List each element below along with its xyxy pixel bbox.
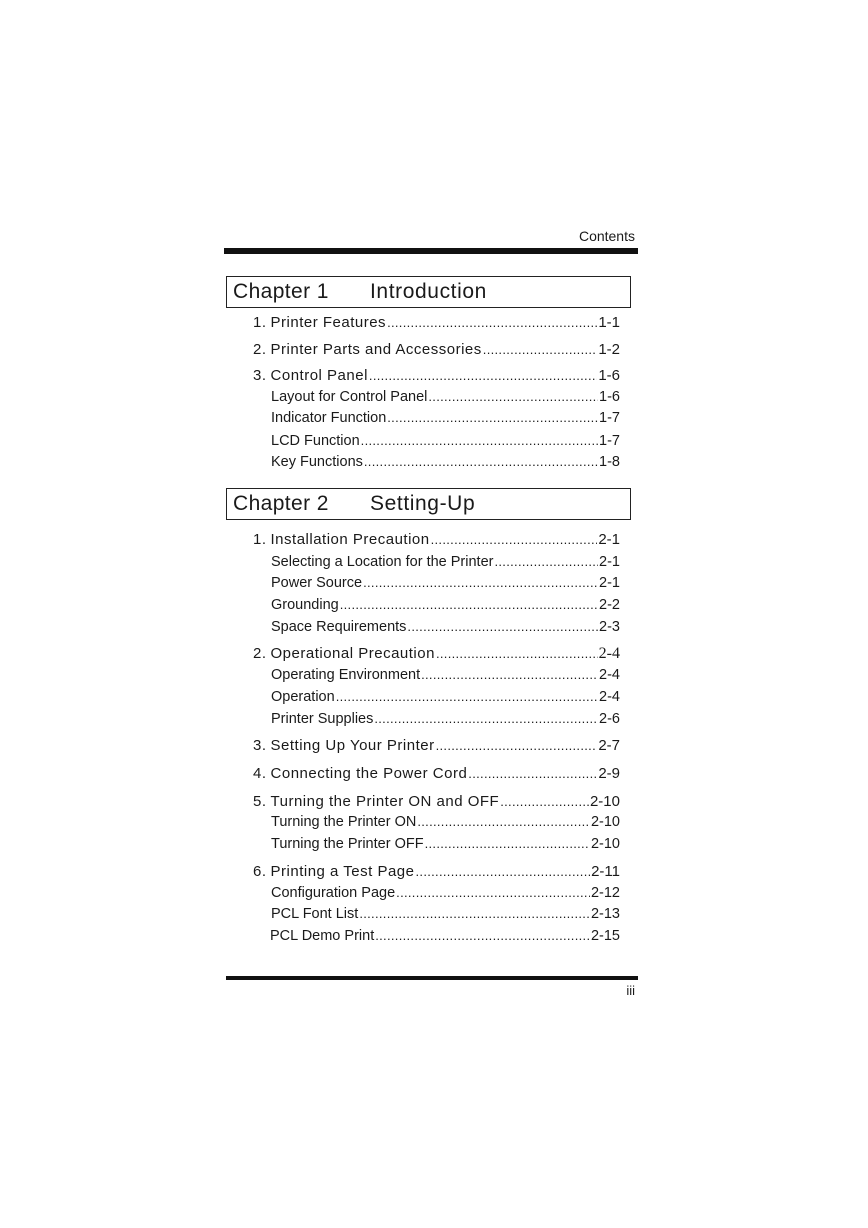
- entry-page: 2-1: [599, 575, 620, 591]
- entry-title: Operation: [271, 689, 335, 705]
- entry-title: Control Panel: [270, 367, 368, 384]
- entry-page: 2-1: [599, 554, 620, 570]
- dot-leader: [336, 689, 598, 704]
- entry-title: Operating Environment: [271, 667, 421, 683]
- toc-subentry[interactable]: [271, 689, 620, 705]
- entry-title: Grounding: [271, 597, 339, 613]
- entry-page: 2-3: [599, 619, 620, 635]
- entry-page: 2-10: [590, 836, 620, 852]
- toc-entry[interactable]: [253, 367, 620, 384]
- entry-number: 1.: [253, 314, 267, 331]
- dot-leader: [483, 342, 598, 357]
- footer-rule: [226, 976, 638, 980]
- toc-entry[interactable]: [253, 645, 620, 663]
- entry-page: 1-7: [599, 433, 620, 449]
- entry-page: 1-1: [598, 314, 620, 331]
- entry-title: Turning the Printer ON and OFF: [270, 793, 500, 810]
- chapter-title: Introduction: [370, 280, 487, 303]
- entry-title: Printing a Test Page: [270, 863, 415, 880]
- entry-title: Connecting the Power Cord: [270, 765, 468, 782]
- toc-subentry[interactable]: [271, 389, 620, 405]
- toc-subentry[interactable]: [271, 906, 620, 922]
- entry-number: 4.: [253, 765, 267, 782]
- toc-subentry[interactable]: [271, 711, 620, 727]
- dot-leader: [340, 597, 598, 612]
- entry-page: 1-2: [598, 341, 620, 358]
- entry-title: PCL Demo Print: [270, 928, 375, 944]
- entry-page: 2-9: [598, 765, 620, 782]
- toc-entry[interactable]: [253, 341, 620, 358]
- entry-page: 2-4: [599, 689, 620, 705]
- header-rule: [224, 248, 638, 254]
- dot-leader: [407, 619, 598, 634]
- toc-subentry[interactable]: [271, 410, 620, 426]
- entry-number: 3.: [253, 737, 267, 754]
- entry-number: 6.: [253, 863, 267, 880]
- dot-leader: [425, 836, 590, 851]
- entry-page: 1-6: [599, 389, 620, 405]
- dot-leader: [374, 711, 598, 726]
- page-number: iii: [626, 983, 635, 998]
- chapter-number: Chapter 1: [233, 280, 329, 303]
- dot-leader: [417, 814, 590, 829]
- toc-subentry[interactable]: [271, 885, 620, 901]
- entry-title: Installation Precaution: [270, 531, 430, 548]
- entry-title: LCD Function: [271, 433, 360, 449]
- dot-leader: [364, 454, 598, 469]
- dot-leader: [387, 410, 598, 425]
- entry-page: 2-12: [590, 885, 620, 901]
- entry-title: Configuration Page: [271, 885, 396, 901]
- entry-title: Printer Parts and Accessories: [270, 341, 482, 358]
- toc-subentry[interactable]: [271, 619, 620, 635]
- dot-leader: [436, 738, 598, 753]
- entry-page: 2-4: [599, 667, 620, 683]
- dot-leader: [468, 766, 597, 781]
- dot-leader: [436, 646, 598, 661]
- toc-entry[interactable]: [253, 531, 620, 548]
- page-header-label: Contents: [578, 228, 635, 244]
- toc-subentry[interactable]: [271, 454, 620, 470]
- chapter-1-heading: [226, 276, 631, 308]
- toc-entry[interactable]: [253, 863, 620, 880]
- entry-title: Turning the Printer OFF: [271, 836, 424, 852]
- entry-title: PCL Font List: [271, 906, 359, 922]
- dot-leader: [375, 928, 590, 943]
- toc-subentry[interactable]: [271, 597, 620, 613]
- chapter-2-heading: [226, 488, 631, 520]
- entry-title: Power Source: [271, 575, 363, 591]
- entry-page: 2-7: [598, 737, 620, 754]
- chapter-title: Setting-Up: [370, 492, 476, 515]
- toc-subentry[interactable]: [271, 836, 620, 852]
- entry-number: 2.: [253, 645, 267, 662]
- entry-title: Selecting a Location for the Printer: [271, 554, 494, 570]
- dot-leader: [494, 554, 598, 569]
- toc-subentry[interactable]: [271, 575, 620, 591]
- entry-title: Operational Precaution: [270, 645, 435, 662]
- dot-leader: [361, 433, 598, 448]
- dot-leader: [396, 885, 590, 900]
- entry-page: 2-10: [590, 814, 620, 830]
- dot-leader: [421, 667, 598, 682]
- entry-title: Setting Up Your Printer: [270, 737, 435, 754]
- entry-page: 2-6: [599, 711, 620, 727]
- entry-title: Key Functions: [271, 454, 363, 470]
- entry-page: 2-10: [589, 793, 620, 810]
- entry-title: Indicator Function: [271, 410, 387, 426]
- dot-leader: [369, 368, 597, 383]
- toc-entry[interactable]: [253, 737, 620, 754]
- dot-leader: [416, 864, 591, 879]
- chapter-number: Chapter 2: [233, 492, 329, 515]
- entry-page: 2-13: [590, 906, 620, 922]
- toc-entry[interactable]: [253, 793, 620, 810]
- entry-number: 3.: [253, 367, 267, 384]
- entry-page: 2-4: [598, 645, 620, 662]
- entry-title: Printer Supplies: [271, 711, 374, 727]
- entry-number: 1.: [253, 531, 267, 548]
- entry-number: 5.: [253, 793, 267, 810]
- entry-page: 2-2: [599, 597, 620, 613]
- toc-subentry[interactable]: [271, 814, 620, 830]
- entry-page: 1-7: [599, 410, 620, 426]
- entry-title: Printer Features: [270, 314, 387, 331]
- dot-leader: [428, 389, 598, 404]
- entry-page: 2-15: [590, 928, 620, 944]
- dot-leader: [387, 315, 597, 330]
- dot-leader: [500, 794, 589, 809]
- entry-number: 2.: [253, 341, 267, 358]
- toc-subentry[interactable]: [271, 554, 620, 570]
- toc-entry[interactable]: [253, 314, 620, 331]
- toc-subentry[interactable]: [271, 433, 620, 449]
- entry-page: 2-1: [598, 531, 620, 548]
- entry-page: 2-11: [591, 863, 620, 880]
- dot-leader: [431, 532, 598, 547]
- toc-entry[interactable]: [253, 765, 620, 782]
- dot-leader: [363, 575, 598, 590]
- entry-page: 1-6: [598, 367, 620, 384]
- toc-subentry[interactable]: [271, 667, 620, 683]
- entry-title: Turning the Printer ON: [271, 814, 417, 830]
- dot-leader: [359, 906, 590, 921]
- entry-page: 1-8: [599, 454, 620, 470]
- entry-title: Layout for Control Panel: [271, 389, 428, 405]
- entry-title: Space Requirements: [271, 619, 407, 635]
- toc-subentry[interactable]: [270, 928, 620, 944]
